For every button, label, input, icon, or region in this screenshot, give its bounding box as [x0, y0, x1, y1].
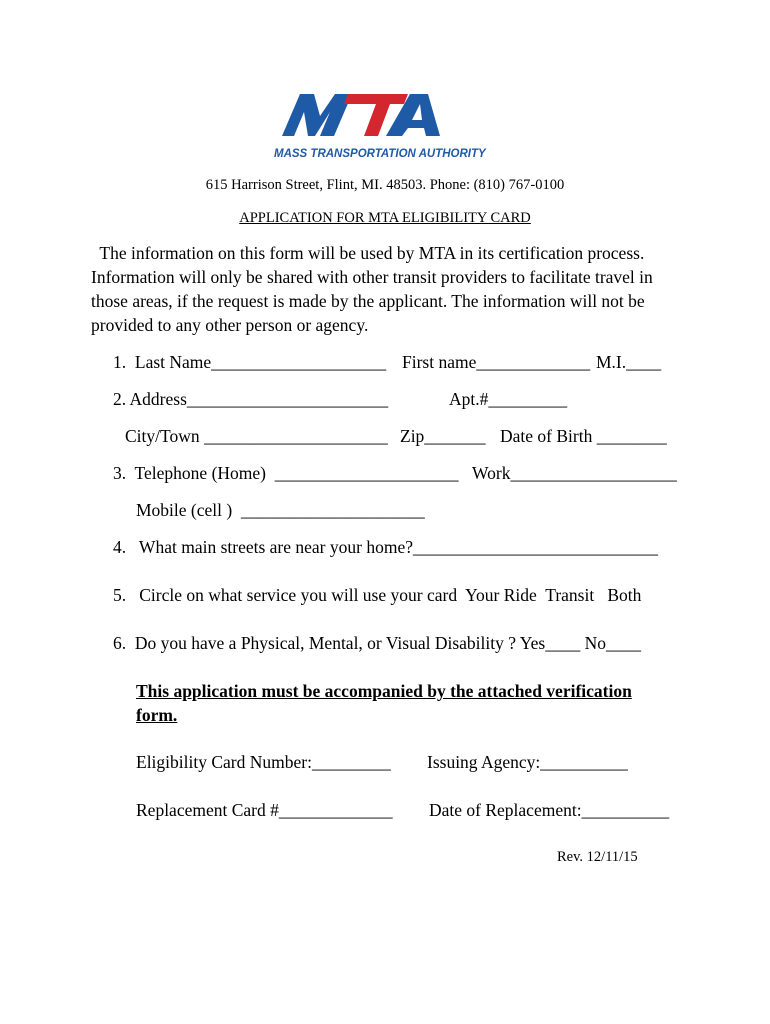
apt-field[interactable]: Apt.#_________	[449, 389, 568, 409]
agency-address: 615 Harrison Street, Flint, MI. 48503. Phone: (810) 767-0100	[205, 177, 565, 193]
home-telephone-field[interactable]: 3. Telephone (Home) _____________________	[113, 463, 459, 483]
address-field[interactable]: 2. Address_______________________	[113, 389, 389, 409]
mta-logo-letters	[282, 94, 440, 136]
verification-notice-line-2: form.	[136, 705, 178, 725]
intro-line-1: The information on this form will be used by MTA in its certification process.	[91, 243, 645, 263]
first-name-field[interactable]: First name_____________	[402, 352, 591, 372]
work-telephone-field[interactable]: Work___________________	[472, 463, 677, 483]
intro-line-2: Information will only be shared with other transit providers to facilitate travel in	[91, 267, 653, 287]
intro-line-3: those areas, if the request is made by the applicant. The information will not be	[91, 291, 645, 311]
intro-line-4: provided to any other person or agency.	[91, 315, 369, 335]
replacement-card-field[interactable]: Replacement Card #_____________	[136, 800, 393, 820]
mta-logo-text: MASS TRANSPORTATION AUTHORITY	[274, 148, 486, 160]
issuing-agency-field[interactable]: Issuing Agency:__________	[427, 752, 628, 772]
form-title: APPLICATION FOR MTA ELIGIBILITY CARD	[239, 210, 531, 226]
disability-question[interactable]: 6. Do you have a Physical, Mental, or Visual Disability ? Yes____ No____	[113, 633, 641, 653]
card-number-field[interactable]: Eligibility Card Number:_________	[136, 752, 391, 772]
service-choice[interactable]: 5. Circle on what service you will use your card Your Ride Transit Both	[113, 585, 642, 605]
mobile-field[interactable]: Mobile (cell ) _____________________	[136, 500, 425, 520]
replacement-date-field[interactable]: Date of Replacement:__________	[429, 800, 670, 820]
mta-logo	[270, 90, 502, 162]
zip-field[interactable]: Zip_______	[400, 426, 486, 446]
city-field[interactable]: City/Town _____________________	[125, 426, 388, 446]
date-of-birth-field[interactable]: Date of Birth ________	[500, 426, 667, 446]
main-streets-field[interactable]: 4. What main streets are near your home?____________________________	[113, 537, 658, 557]
middle-initial-field[interactable]: M.I.____	[596, 352, 662, 372]
verification-notice-line-1: This application must be accompanied by the attached verification	[136, 681, 632, 701]
revision-date: Rev. 12/11/15	[557, 849, 638, 865]
last-name-field[interactable]: 1. Last Name____________________	[113, 352, 387, 372]
